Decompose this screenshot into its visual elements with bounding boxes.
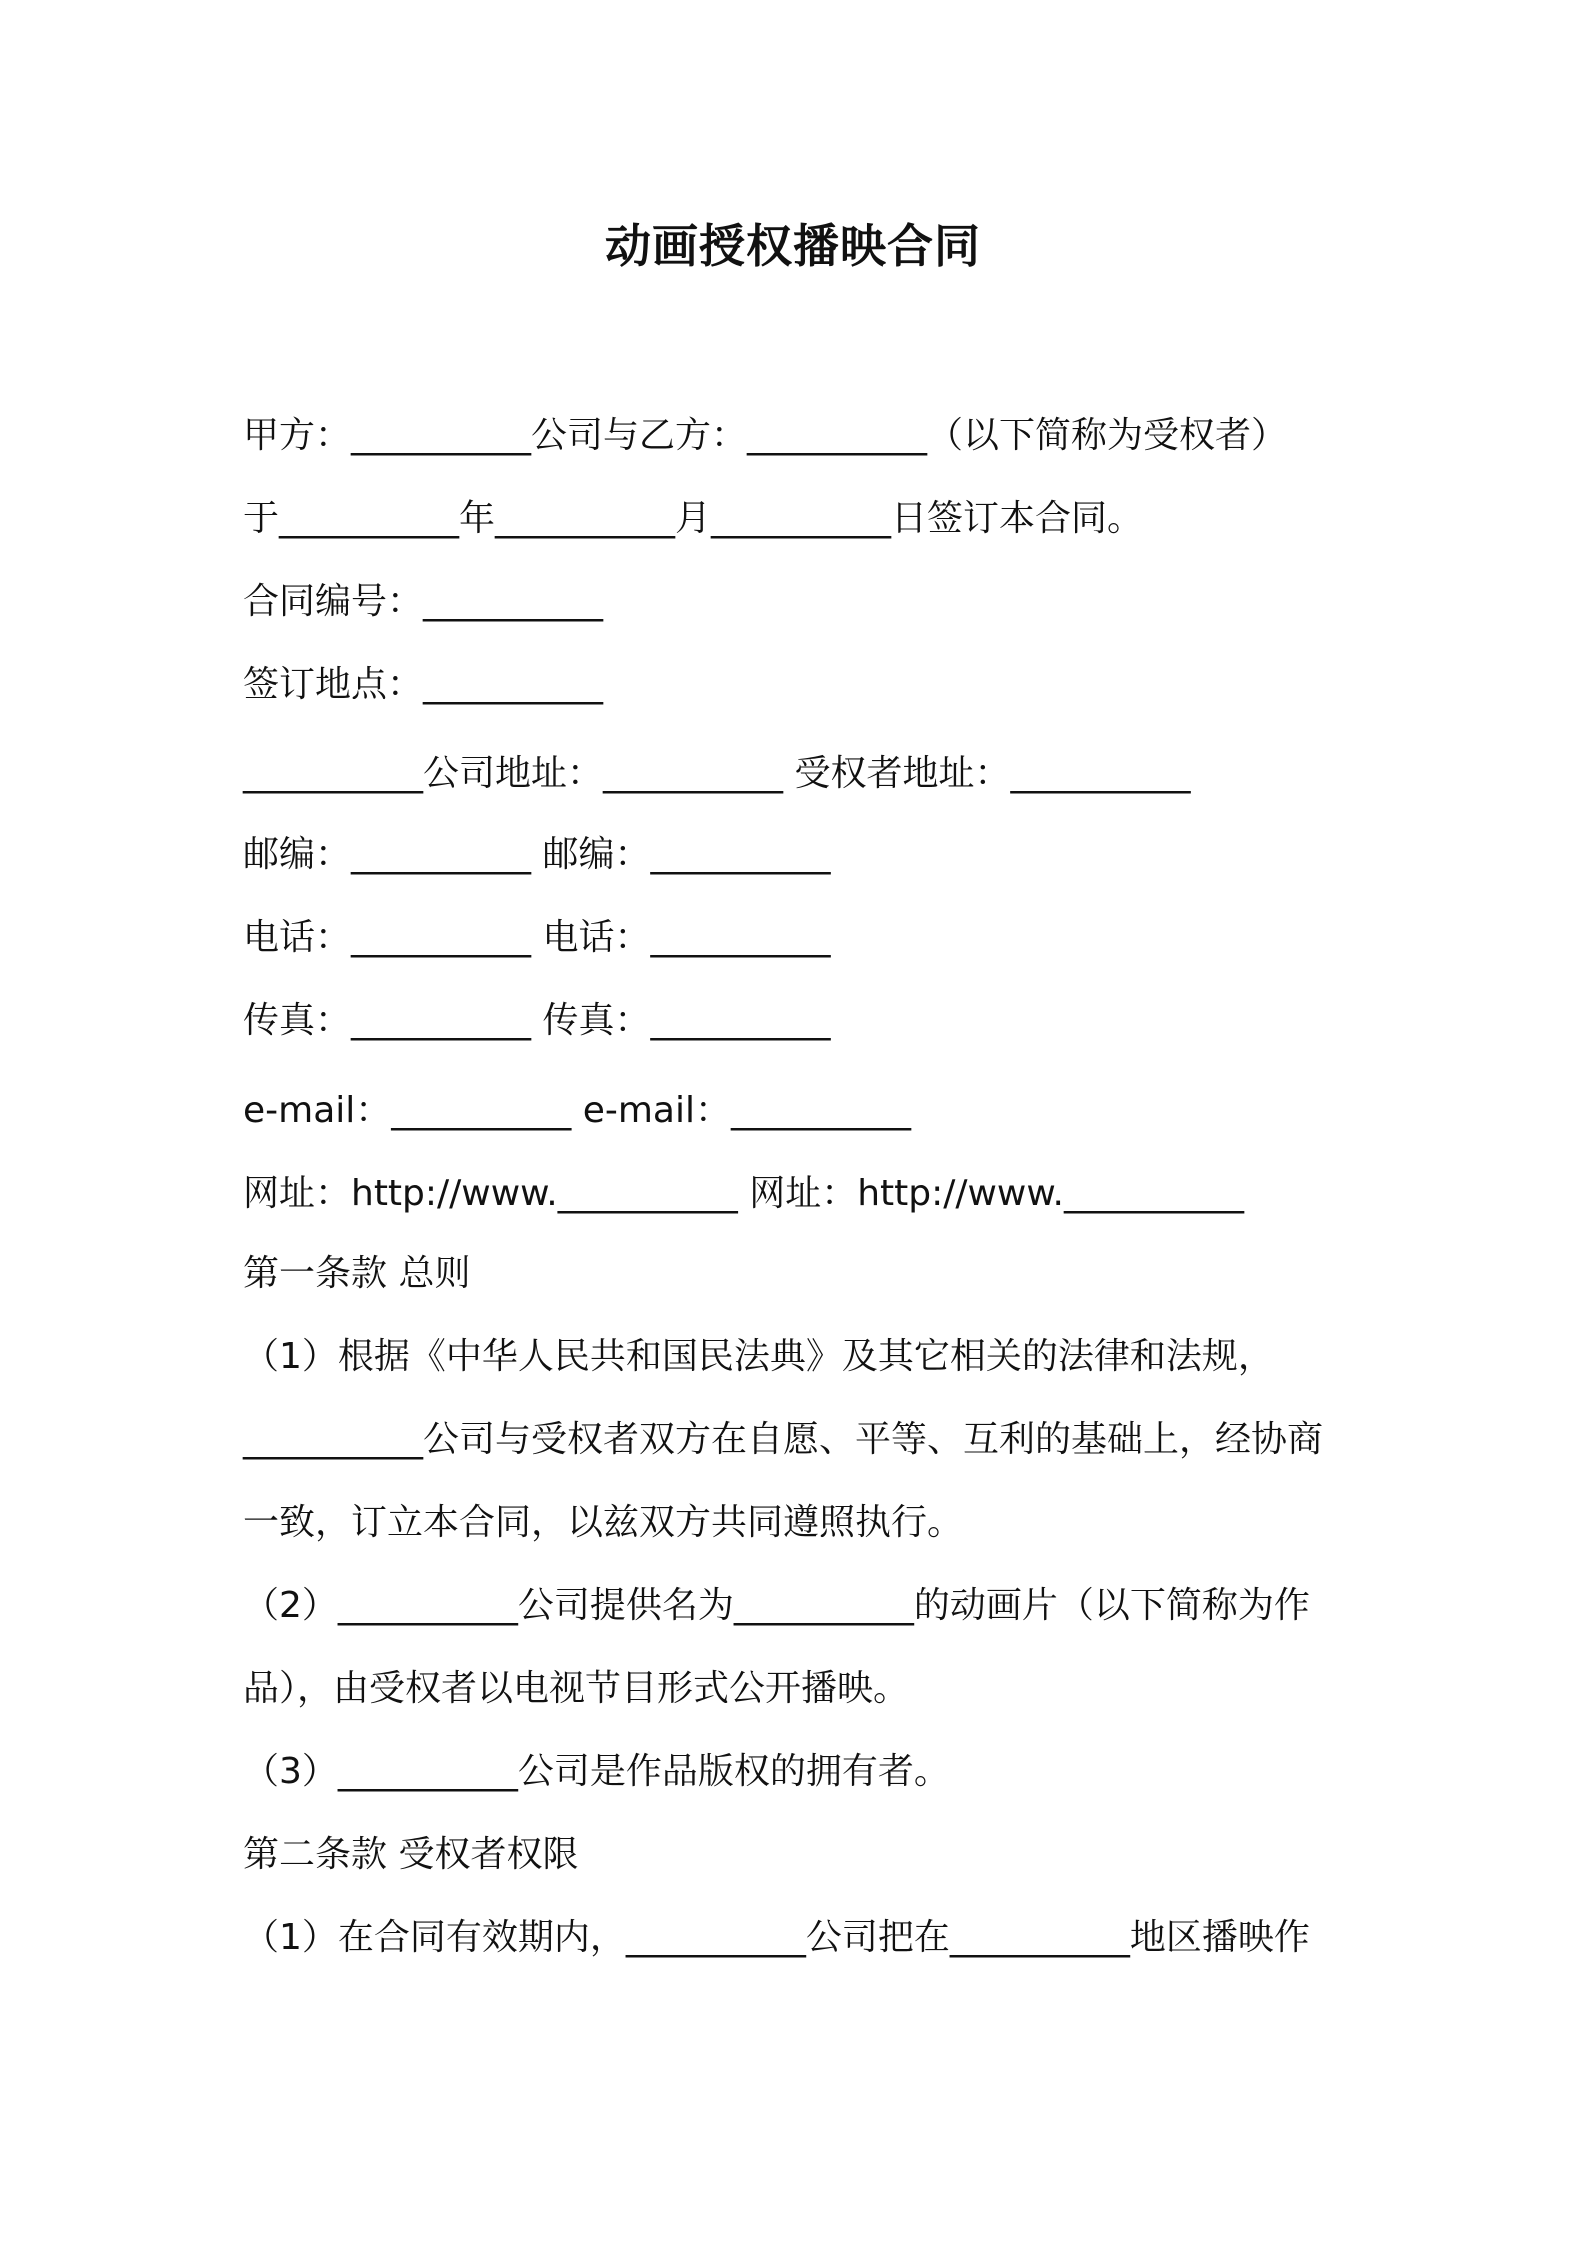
clause-1-1-line-2: __________公司与受权者双方在自愿、平等、互利的基础上，经协商 xyxy=(243,1419,1324,1460)
clause-1-2-line-2: 品），由受权者以电视节目形式公开播映。 xyxy=(243,1668,910,1709)
phone-line: 电话：__________ 电话：__________ xyxy=(243,917,831,958)
address-line: __________公司地址：__________ 受权者地址：__________ xyxy=(243,753,1191,794)
signing-date-line: 于__________年__________月__________日签订本合同。 xyxy=(243,498,1144,539)
section-heading-1: 第一条款 总则 xyxy=(243,1253,471,1294)
section-heading-2: 第二条款 受权者权限 xyxy=(243,1834,579,1875)
clause-1-2-line-1: （2）__________公司提供名为__________的动画片（以下简称为作 xyxy=(243,1585,1310,1626)
email-line: e-mail：__________ e-mail：__________ xyxy=(243,1090,911,1131)
fax-line: 传真：__________ 传真：__________ xyxy=(243,1000,831,1041)
clause-1-1-line-3: 一致，订立本合同，以兹双方共同遵照执行。 xyxy=(243,1502,964,1543)
document-title: 动画授权播映合同 xyxy=(605,219,981,273)
signing-place-line: 签订地点：__________ xyxy=(243,664,604,705)
party-line: 甲方：__________公司与乙方：__________（以下简称为受权者） xyxy=(243,415,1288,456)
clause-2-1-line-1: （1）在合同有效期内，__________公司把在__________地区播映作 xyxy=(243,1917,1310,1958)
contract-number-line: 合同编号：__________ xyxy=(243,581,604,622)
clause-1-3-line: （3）__________公司是作品版权的拥有者。 xyxy=(243,1751,950,1792)
postcode-line: 邮编：__________ 邮编：__________ xyxy=(243,834,831,875)
clause-1-1-line-1: （1）根据《中华人民共和国民法典》及其它相关的法律和法规， xyxy=(243,1336,1274,1377)
website-line: 网址：http://www.__________ 网址：http://www.__________ xyxy=(243,1173,1244,1214)
